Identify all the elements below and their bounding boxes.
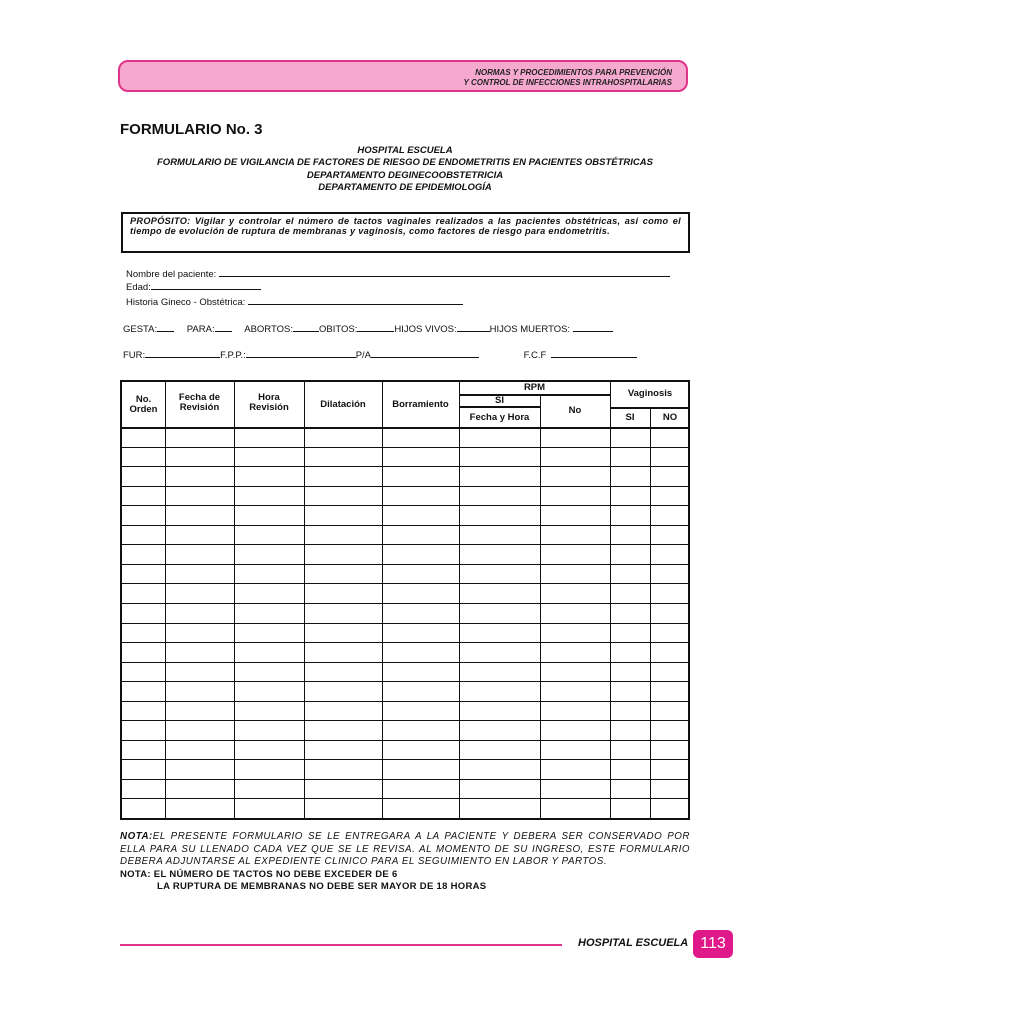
header-rpm-si: SI: [495, 395, 504, 406]
table-row[interactable]: [122, 624, 688, 643]
form-title: FORMULARIO No. 3: [120, 121, 263, 138]
gesta-label: GESTA:: [123, 324, 158, 335]
age-row: [126, 279, 261, 293]
nota-text: EL PRESENTE FORMULARIO SE LE ENTREGARA A LA PACIENTE Y DEBERA SER CONSERVADO POR ELLA PARA SU LLENADO CADA VEZ QUE SE LE REVISA. AL MOMENTO DE SU INGRESO, ESTE FORMULARIO DEBERA ADJUNTARSE AL EXPEDIENTE CLINICO PARA EL SEGUIMIENTO EN LABOR Y PARTOS.: [120, 831, 690, 867]
header-banner: [118, 60, 688, 92]
vigilance-table: [120, 380, 690, 820]
department-1: DEPARTAMENTO DEGINECOOBSTETRICIA: [306, 170, 504, 181]
nota-tactos: NOTA: EL NÚMERO DE TACTOS NO DEBE EXCEDER DE 6: [120, 868, 398, 880]
table-row[interactable]: [122, 702, 688, 721]
header-no-line1: No.: [135, 394, 152, 405]
fpp-field[interactable]: [246, 347, 356, 358]
table-row[interactable]: [122, 663, 688, 682]
header-vaginosis-no: NO: [662, 412, 678, 423]
nota-label: NOTA:: [120, 831, 153, 842]
patient-name-row: [126, 266, 686, 280]
pa-field[interactable]: [371, 347, 479, 358]
obstetric-history-row: [123, 321, 613, 335]
table-row[interactable]: [122, 448, 688, 467]
purpose-box: [121, 212, 690, 253]
table-row[interactable]: [122, 545, 688, 564]
hijos-muertos-field[interactable]: [573, 321, 613, 332]
page-number: 113: [693, 930, 733, 958]
table-row[interactable]: [122, 780, 688, 799]
age-field[interactable]: [151, 279, 261, 290]
table-row[interactable]: [122, 643, 688, 662]
hospital-name: HOSPITAL ESCUELA: [357, 145, 453, 156]
table-row[interactable]: [122, 487, 688, 506]
header-vaginosis-si: SI: [625, 412, 635, 423]
table-row[interactable]: [122, 760, 688, 779]
nota-block: [120, 831, 690, 894]
table-row[interactable]: [122, 506, 688, 525]
para-label: PARA:: [186, 324, 215, 335]
header-hora-line1: Hora: [258, 392, 280, 403]
table-row[interactable]: [122, 682, 688, 701]
header-line-1: NORMAS Y PROCEDIMIENTOS PARA PREVENCIÓN: [475, 68, 672, 77]
nota-ruptura: LA RUPTURA DE MEMBRANAS NO DEBE SER MAYOR DE 18 HORAS: [157, 881, 487, 892]
vaginosis-rule: [610, 407, 690, 409]
header-borramiento: Borramiento: [392, 399, 449, 410]
history-label: Historia Gineco - Obstétrica:: [126, 297, 246, 308]
abortos-label: ABORTOS:: [244, 324, 293, 335]
history-row: [126, 294, 463, 308]
department-2: DEPARTAMENTO DE EPIDEMIOLOGÍA: [318, 182, 492, 193]
table-row[interactable]: [122, 604, 688, 623]
purpose-text: Vigilar y controlar el número de tactos vaginales realizados a las pacientes obstétricas, asi como el tiempo de evolución de ruptura de membranas y vaginosis, como factores de riesgo para endometritis.: [130, 216, 682, 237]
header-rpm-no: No: [568, 405, 582, 416]
fcf-label: F.C.F: [523, 350, 547, 361]
nota-paragraph: [120, 831, 690, 869]
dates-row: [123, 347, 637, 361]
history-field[interactable]: [248, 294, 463, 305]
obitos-label: OBITOS:: [318, 324, 358, 335]
fcf-field[interactable]: [551, 347, 637, 358]
header-rpm-fecha-hora: Fecha y Hora: [469, 412, 530, 423]
fpp-label: F.P.P.:: [220, 350, 246, 361]
age-label: Edad:: [126, 282, 151, 293]
table-row[interactable]: [122, 721, 688, 740]
header-dilatacion: Dilatación: [320, 399, 366, 410]
header-no-line2: Orden: [129, 404, 158, 415]
header-line-2: Y CONTROL DE INFECCIONES INTRAHOSPITALARIAS: [463, 78, 672, 87]
table-row[interactable]: [122, 526, 688, 545]
fur-field[interactable]: [145, 347, 220, 358]
hijos-vivos-field[interactable]: [457, 321, 490, 332]
header-fecha-line1: Fecha de: [178, 392, 221, 403]
header-fecha-line2: Revisión: [179, 402, 220, 413]
patient-name-field[interactable]: [219, 266, 670, 277]
table-row[interactable]: [122, 799, 688, 818]
table-row[interactable]: [122, 741, 688, 760]
table-row[interactable]: [122, 467, 688, 486]
obitos-field[interactable]: [357, 321, 394, 332]
rpm-si-rule: [459, 406, 540, 408]
header-hora-revision: [234, 393, 304, 413]
gesta-field[interactable]: [157, 321, 174, 332]
header-fecha-revision: [165, 393, 234, 413]
hijos-muertos-label: HIJOS MUERTOS:: [489, 324, 571, 335]
table-row[interactable]: [122, 428, 688, 447]
form-name: FORMULARIO DE VIGILANCIA DE FACTORES DE RIESGO DE ENDOMETRITIS EN PACIENTES OBSTÉTRICAS: [157, 157, 653, 168]
footer-hospital: HOSPITAL ESCUELA: [578, 937, 689, 949]
abortos-field[interactable]: [293, 321, 319, 332]
hijos-vivos-label: HIJOS VIVOS:: [394, 324, 457, 335]
header-hora-line2: Revisión: [249, 402, 289, 413]
para-field[interactable]: [215, 321, 232, 332]
header-no-orden: [122, 395, 165, 415]
purpose-label: PROPÓSITO:: [130, 216, 191, 226]
fur-label: FUR:: [123, 350, 146, 361]
table-row[interactable]: [122, 565, 688, 584]
pa-label: P/A: [355, 350, 372, 361]
patient-name-label: Nombre del paciente:: [126, 269, 217, 280]
header-rpm: RPM: [523, 382, 546, 393]
table-row[interactable]: [122, 584, 688, 603]
footer-rule: [120, 944, 562, 946]
header-vaginosis: Vaginosis: [627, 388, 673, 399]
